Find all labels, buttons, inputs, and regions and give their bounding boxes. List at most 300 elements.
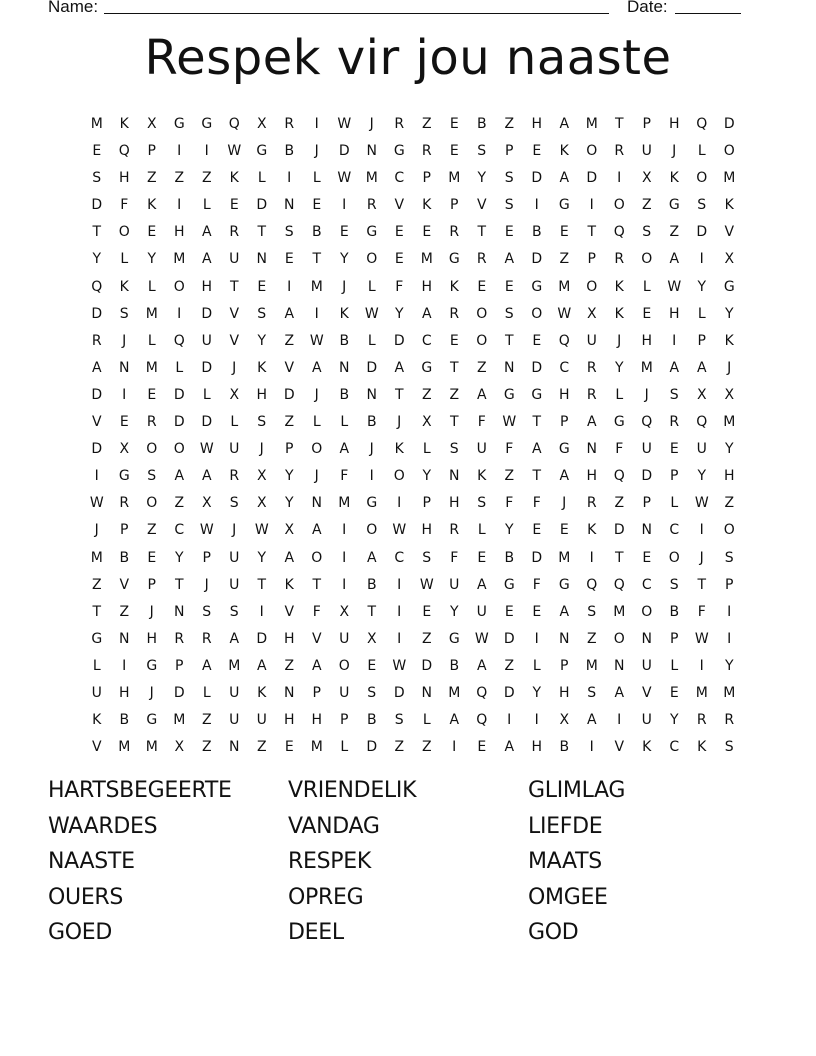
grid-letter: G — [421, 359, 433, 376]
grid-letter: P — [147, 143, 156, 160]
grid-letter: L — [367, 332, 376, 349]
grid-letter: D — [91, 305, 103, 322]
grid-letter: A — [201, 251, 212, 268]
grid-letter: S — [587, 684, 597, 701]
grid-letter: E — [669, 684, 679, 701]
word-list-item: OUERS — [48, 884, 124, 910]
word-list-item: MAATS — [528, 849, 602, 875]
grid-letter: M — [228, 657, 241, 674]
grid-letter: D — [641, 468, 653, 485]
grid-letter: M — [365, 170, 378, 187]
grid-letter: Z — [504, 657, 515, 674]
grid-letter: E — [532, 522, 542, 539]
grid-letter: U — [696, 441, 707, 458]
grid-letter: X — [586, 305, 597, 322]
grid-letter: H — [283, 630, 295, 647]
grid-letter: G — [201, 116, 213, 132]
grid-letter: Z — [174, 170, 185, 187]
grid-letter: E — [532, 332, 542, 349]
grid-letter: W — [337, 116, 352, 132]
grid-letter: E — [394, 251, 404, 268]
grid-letter: T — [449, 359, 459, 376]
grid-row — [83, 246, 743, 273]
grid-letter: T — [504, 332, 514, 349]
grid-letter: S — [449, 441, 459, 458]
grid-letter: K — [229, 170, 239, 187]
grid-letter: P — [120, 522, 129, 539]
grid-letter: Q — [696, 414, 708, 431]
grid-letter: R — [119, 495, 130, 512]
grid-letter: E — [449, 116, 459, 132]
grid-letter: H — [558, 386, 570, 403]
grid-letter: J — [699, 549, 704, 566]
page-title: Respek vir jou naaste — [144, 30, 672, 86]
grid-letter: B — [119, 712, 130, 729]
grid-letter: K — [669, 170, 679, 187]
grid-row — [83, 490, 743, 517]
grid-letter: C — [394, 549, 405, 566]
grid-letter: Z — [504, 116, 515, 132]
grid-letter: X — [201, 495, 212, 512]
grid-letter: W — [227, 143, 242, 160]
grid-letter: D — [723, 116, 735, 132]
grid-letter: T — [257, 576, 267, 593]
grid-letter: I — [397, 576, 402, 593]
grid-letter: T — [394, 386, 404, 403]
grid-letter: D — [91, 197, 103, 214]
grid-letter: W — [474, 630, 489, 647]
word-list-item: RESPEK — [288, 849, 371, 875]
grid-letter: P — [725, 576, 734, 593]
grid-letter: G — [613, 414, 625, 431]
grid-letter: O — [696, 170, 708, 187]
grid-letter: M — [585, 116, 598, 132]
grid-letter: V — [91, 739, 102, 756]
grid-letter: X — [119, 441, 130, 458]
grid-letter: M — [310, 739, 323, 756]
grid-letter: Z — [504, 468, 515, 485]
grid-letter: L — [670, 657, 679, 674]
grid-letter: D — [613, 522, 625, 539]
grid-letter: V — [284, 603, 295, 620]
grid-letter: F — [615, 441, 624, 458]
grid-letter: K — [697, 739, 707, 756]
grid-letter: S — [697, 197, 707, 214]
grid-letter: U — [641, 441, 652, 458]
date-label: Date: — [627, 0, 668, 16]
grid-letter: X — [174, 739, 185, 756]
grid-letter: S — [724, 739, 734, 756]
grid-letter: Z — [146, 522, 157, 539]
grid-letter: L — [257, 170, 266, 187]
grid-letter: M — [723, 684, 736, 701]
grid-letter: D — [366, 739, 378, 756]
grid-letter: Y — [257, 549, 267, 566]
grid-letter: K — [119, 116, 129, 132]
grid-letter: A — [366, 549, 377, 566]
grid-letter: P — [642, 116, 651, 132]
word-list — [48, 778, 768, 956]
grid-letter: D — [586, 170, 598, 187]
grid-letter: E — [559, 522, 569, 539]
grid-letter: P — [587, 251, 596, 268]
grid-letter: Q — [118, 143, 130, 160]
grid-letter: Z — [284, 657, 295, 674]
grid-letter: Z — [421, 386, 432, 403]
grid-letter: B — [449, 657, 460, 674]
grid-letter: H — [173, 224, 185, 241]
grid-letter: T — [532, 468, 542, 485]
grid-letter: P — [642, 495, 651, 512]
grid-letter: E — [504, 603, 514, 620]
grid-letter: Z — [201, 739, 212, 756]
grid-letter: P — [312, 684, 321, 701]
grid-letter: H — [146, 630, 158, 647]
grid-letter: M — [448, 684, 461, 701]
grid-letter: R — [366, 197, 377, 214]
grid-letter: Z — [91, 576, 102, 593]
grid-letter: O — [146, 441, 158, 458]
grid-letter: K — [257, 359, 267, 376]
grid-letter: A — [311, 359, 322, 376]
grid-letter: I — [617, 170, 622, 187]
grid-letter: V — [641, 684, 652, 701]
grid-letter: S — [92, 170, 102, 187]
grid-letter: G — [558, 197, 570, 214]
word-list-item: DEEL — [288, 920, 344, 946]
grid-row — [83, 328, 743, 355]
grid-letter: E — [449, 332, 459, 349]
grid-letter: M — [173, 251, 186, 268]
grid-letter: O — [476, 332, 488, 349]
grid-letter: R — [614, 143, 625, 160]
grid-letter: E — [394, 224, 404, 241]
grid-letter: Q — [696, 116, 708, 132]
grid-letter: I — [342, 576, 347, 593]
grid-letter: U — [476, 603, 487, 620]
grid-row — [83, 165, 743, 192]
grid-letter: Z — [284, 332, 295, 349]
grid-letter: S — [284, 224, 294, 241]
grid-letter: U — [339, 630, 350, 647]
grid-letter: B — [311, 224, 322, 241]
grid-letter: D — [393, 684, 405, 701]
grid-letter: D — [531, 170, 543, 187]
grid-letter: O — [311, 441, 323, 458]
grid-letter: I — [452, 739, 457, 756]
grid-letter: E — [92, 143, 102, 160]
grid-letter: T — [532, 414, 542, 431]
grid-letter: I — [287, 278, 292, 295]
grid-letter: T — [477, 224, 487, 241]
grid-letter: T — [367, 603, 377, 620]
grid-letter: F — [340, 468, 349, 485]
grid-letter: X — [284, 522, 295, 539]
grid-letter: I — [699, 522, 704, 539]
grid-letter: Q — [641, 414, 653, 431]
name-label: Name: — [48, 0, 99, 16]
grid-letter: D — [283, 386, 295, 403]
grid-letter: Y — [614, 359, 624, 376]
grid-letter: I — [397, 603, 402, 620]
grid-letter: O — [668, 549, 680, 566]
grid-letter: A — [201, 224, 212, 241]
grid-letter: S — [202, 603, 212, 620]
grid-letter: U — [229, 251, 240, 268]
grid-letter: A — [559, 603, 570, 620]
grid-letter: V — [476, 197, 487, 214]
grid-letter: X — [559, 712, 570, 729]
grid-letter: W — [392, 522, 407, 539]
grid-letter: S — [422, 549, 432, 566]
grid-letter: S — [504, 170, 514, 187]
grid-letter: W — [337, 170, 352, 187]
word-list-item: OMGEE — [528, 884, 608, 910]
grid-letter: R — [91, 332, 102, 349]
grid-letter: E — [422, 603, 432, 620]
grid-letter: P — [422, 495, 431, 512]
grid-letter: O — [146, 495, 158, 512]
grid-letter: E — [147, 224, 157, 241]
grid-letter: A — [586, 712, 597, 729]
grid-letter: J — [672, 143, 677, 160]
grid-letter: Q — [173, 332, 185, 349]
grid-letter: K — [394, 441, 404, 458]
grid-letter: E — [422, 224, 432, 241]
grid-letter: K — [284, 576, 294, 593]
grid-letter: N — [119, 630, 130, 647]
grid-letter: A — [284, 549, 295, 566]
grid-letter: G — [503, 386, 515, 403]
grid-letter: L — [230, 414, 239, 431]
grid-letter: Z — [201, 712, 212, 729]
grid-letter: O — [613, 197, 625, 214]
grid-letter: J — [342, 278, 347, 295]
grid-letter: I — [727, 603, 732, 620]
grid-letter: J — [562, 495, 567, 512]
grid-letter: I — [397, 495, 402, 512]
grid-letter: M — [613, 603, 626, 620]
grid-letter: K — [477, 468, 487, 485]
grid-letter: N — [284, 684, 295, 701]
grid-letter: T — [312, 251, 322, 268]
grid-letter: L — [312, 414, 321, 431]
grid-letter: Q — [613, 468, 625, 485]
grid-letter: I — [699, 251, 704, 268]
grid-letter: C — [669, 522, 680, 539]
word-list-row — [48, 814, 768, 850]
grid-letter: T — [92, 224, 102, 241]
grid-letter: H — [421, 522, 433, 539]
grid-letter: I — [259, 603, 264, 620]
grid-letter: P — [450, 197, 459, 214]
word-list-item: GOD — [528, 920, 579, 946]
grid-letter: N — [256, 251, 267, 268]
grid-letter: R — [284, 116, 295, 132]
grid-letter: O — [723, 143, 735, 160]
grid-letter: Z — [201, 170, 212, 187]
grid-letter: X — [421, 414, 432, 431]
grid-letter: I — [342, 197, 347, 214]
grid-letter: T — [614, 116, 624, 132]
grid-letter: B — [531, 224, 542, 241]
grid-letter: D — [201, 414, 213, 431]
grid-letter: D — [503, 684, 515, 701]
grid-letter: W — [89, 495, 104, 512]
grid-letter: W — [199, 441, 214, 458]
grid-letter: I — [699, 657, 704, 674]
grid-letter: F — [450, 549, 459, 566]
grid-letter: N — [421, 684, 432, 701]
grid-letter: P — [285, 441, 294, 458]
grid-letter: S — [504, 305, 514, 322]
grid-letter: E — [532, 143, 542, 160]
grid-letter: R — [586, 495, 597, 512]
grid-letter: N — [311, 495, 322, 512]
grid-letter: K — [339, 305, 349, 322]
grid-letter: U — [641, 143, 652, 160]
grid-letter: V — [91, 414, 102, 431]
grid-row — [83, 463, 743, 490]
grid-letter: W — [419, 576, 434, 593]
grid-letter: Z — [119, 603, 130, 620]
grid-letter: C — [174, 522, 185, 539]
grid-letter: S — [504, 197, 514, 214]
grid-letter: E — [229, 197, 239, 214]
grid-letter: G — [448, 251, 460, 268]
grid-letter: I — [122, 657, 127, 674]
word-list-item: OPREG — [288, 884, 364, 910]
grid-letter: H — [283, 712, 295, 729]
grid-letter: A — [311, 522, 322, 539]
grid-letter: V — [724, 224, 735, 241]
grid-letter: A — [559, 170, 570, 187]
grid-letter: I — [589, 549, 594, 566]
grid-letter: I — [589, 739, 594, 756]
grid-letter: V — [229, 305, 240, 322]
grid-letter: U — [229, 684, 240, 701]
grid-letter: R — [201, 630, 212, 647]
grid-letter: T — [614, 549, 624, 566]
grid-letter: B — [284, 143, 295, 160]
grid-letter: Y — [422, 468, 432, 485]
grid-letter: M — [420, 251, 433, 268]
grid-letter: Q — [476, 712, 488, 729]
grid-letter: W — [199, 522, 214, 539]
grid-letter: Y — [339, 251, 349, 268]
grid-letter: S — [587, 603, 597, 620]
grid-letter: A — [201, 657, 212, 674]
grid-letter: Z — [449, 386, 460, 403]
grid-letter: Z — [614, 495, 625, 512]
grid-letter: E — [339, 224, 349, 241]
grid-letter: K — [147, 197, 157, 214]
grid-letter: L — [175, 359, 184, 376]
grid-letter: E — [284, 251, 294, 268]
grid-letter: K — [422, 197, 432, 214]
grid-letter: Y — [724, 441, 734, 458]
grid-letter: Y — [724, 305, 734, 322]
word-list-row — [48, 920, 768, 956]
grid-letter: G — [531, 278, 543, 295]
grid-letter: N — [366, 386, 377, 403]
grid-row — [83, 301, 743, 328]
grid-letter: R — [229, 468, 240, 485]
grid-letter: N — [284, 197, 295, 214]
grid-letter: N — [641, 630, 652, 647]
grid-letter: R — [421, 143, 432, 160]
grid-letter: U — [641, 712, 652, 729]
grid-letter: R — [614, 251, 625, 268]
grid-letter: A — [696, 359, 707, 376]
grid-letter: I — [672, 332, 677, 349]
grid-row — [83, 734, 743, 761]
grid-letter: D — [173, 684, 185, 701]
grid-letter: E — [532, 603, 542, 620]
grid-letter: Q — [586, 576, 598, 593]
grid-letter: L — [120, 251, 129, 268]
date-line — [675, 13, 741, 14]
grid-letter: E — [367, 657, 377, 674]
grid-letter: D — [366, 359, 378, 376]
grid-letter: D — [421, 657, 433, 674]
grid-letter: C — [669, 739, 680, 756]
grid-letter: A — [311, 657, 322, 674]
grid-letter: D — [696, 224, 708, 241]
grid-letter: L — [615, 386, 624, 403]
grid-letter: S — [394, 712, 404, 729]
grid-letter: O — [118, 224, 130, 241]
grid-letter: V — [311, 630, 322, 647]
grid-letter: K — [614, 278, 624, 295]
grid-letter: M — [640, 359, 653, 376]
grid-letter: E — [312, 197, 322, 214]
grid-letter: J — [122, 332, 127, 349]
grid-letter: V — [119, 576, 130, 593]
grid-row — [83, 192, 743, 219]
grid-letter: E — [449, 143, 459, 160]
grid-letter: Z — [174, 495, 185, 512]
grid-letter: U — [229, 441, 240, 458]
word-list-item: GOED — [48, 920, 113, 946]
grid-letter: Y — [724, 657, 734, 674]
grid-letter: A — [559, 468, 570, 485]
grid-letter: A — [669, 359, 680, 376]
grid-letter: W — [502, 414, 517, 431]
grid-letter: L — [642, 278, 651, 295]
grid-letter: D — [201, 359, 213, 376]
grid-letter: P — [147, 576, 156, 593]
grid-letter: T — [697, 576, 707, 593]
grid-letter: R — [669, 414, 680, 431]
grid-letter: B — [339, 386, 350, 403]
grid-letter: O — [531, 305, 543, 322]
grid-letter: G — [146, 712, 158, 729]
grid-letter: O — [586, 278, 598, 295]
grid-letter: M — [173, 712, 186, 729]
grid-letter: Y — [477, 170, 487, 187]
grid-letter: T — [229, 278, 239, 295]
grid-letter: Z — [284, 414, 295, 431]
grid-letter: C — [559, 359, 570, 376]
grid-letter: E — [147, 386, 157, 403]
grid-letter: L — [422, 712, 431, 729]
grid-letter: H — [641, 332, 653, 349]
grid-letter: T — [174, 576, 184, 593]
grid-letter: G — [366, 495, 378, 512]
grid-letter: Y — [504, 522, 514, 539]
grid-letter: R — [449, 224, 460, 241]
